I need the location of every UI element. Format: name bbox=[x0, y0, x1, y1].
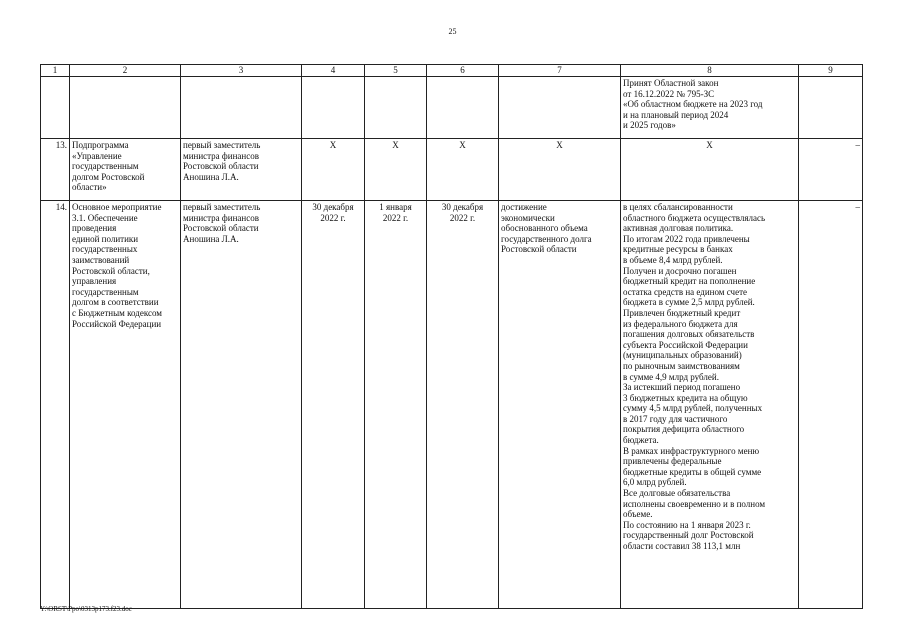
file-path-footer: Y:\ORST\Ppo\0313p173.f23.doc bbox=[40, 605, 132, 613]
expected-result: достижение экономически обоснованного объема государственного долга Ростовской области bbox=[499, 201, 621, 609]
cell-dash: – bbox=[799, 139, 863, 201]
page-number: 25 bbox=[448, 27, 457, 36]
column-number-row bbox=[41, 65, 863, 77]
planned-date: 30 декабря 2022 г. bbox=[302, 201, 365, 609]
end-date: 30 декабря 2022 г. bbox=[427, 201, 499, 609]
col-header-2: 2 bbox=[70, 65, 181, 77]
cell-dash: – bbox=[799, 201, 863, 609]
col-header-1: 1 bbox=[41, 65, 70, 77]
col-header-3: 3 bbox=[181, 65, 302, 77]
col-header-8: 8 bbox=[621, 65, 799, 77]
actual-result: в целях сбалансированности областного бюджета осуществлялась активная долговая политика. По итогам 2022 года привлечены кредитные ресурсы в банках в объеме 8,4 млрд рублей. Получен и досрочно погашен бюджетный кредит на пополнение остатка средств на едином счете бюджета в сумме 2,5 млрд рублей. Привлечен бюджетный кредит из федерального бюджета для погашения долговых обязательств субъекта Российской Федерации (муниципальных образований) по рыночным заимствованиям в сумме 4,9 млрд рублей. За истекший период погашено 3 бюджетных кредита на общую сумму 4,5 млрд рублей, полученных в 2017 году для частичного покрытия дефицита областного бюджета. В рамках инфраструктурного меню привлечены федеральные бюджетные кредиты в общей сумме 6,0 млрд рублей. Все долговые обязательства исполнены своевременно и в полном объеме. По состоянию на 1 января 2023 г. государственный долг Ростовской области составил 38 113,1 млн bbox=[621, 201, 799, 609]
table-row-14 bbox=[41, 201, 863, 609]
col-header-6: 6 bbox=[427, 65, 499, 77]
responsible-person: первый заместитель министра финансов Ростовской области Аношина Л.А. bbox=[181, 201, 302, 609]
law-reference-cell: Принят Областной закон от 16.12.2022 № 795-ЗС «Об областном бюджете на 2023 год и на плановый период 2024 и 2025 годов» bbox=[621, 77, 799, 139]
col-header-7: 7 bbox=[499, 65, 621, 77]
cell-x: Х bbox=[621, 139, 799, 201]
activity-name: Основное мероприятие 3.1. Обеспечение проведения единой политики государственных заимствований Ростовской области, управления государственным долгом в соответствии с Бюджетным кодексом Российской Федерации bbox=[70, 201, 181, 609]
col-header-9: 9 bbox=[799, 65, 863, 77]
col-header-5: 5 bbox=[365, 65, 427, 77]
col-header-4: 4 bbox=[302, 65, 365, 77]
cell-x: Х bbox=[302, 139, 365, 201]
cell-x: Х bbox=[365, 139, 427, 201]
subprogram-name: Подпрограмма «Управление государственным долгом Ростовской области» bbox=[70, 139, 181, 201]
cell-x: Х bbox=[499, 139, 621, 201]
table-row-13 bbox=[41, 139, 863, 201]
cell-x: Х bbox=[427, 139, 499, 201]
responsible-person: первый заместитель министра финансов Ростовской области Аношина Л.А. bbox=[181, 139, 302, 201]
report-table bbox=[40, 64, 863, 609]
row-number: 14. bbox=[41, 201, 70, 609]
start-date: 1 января 2022 г. bbox=[365, 201, 427, 609]
table-row-continued bbox=[41, 77, 863, 139]
row-number: 13. bbox=[41, 139, 70, 201]
